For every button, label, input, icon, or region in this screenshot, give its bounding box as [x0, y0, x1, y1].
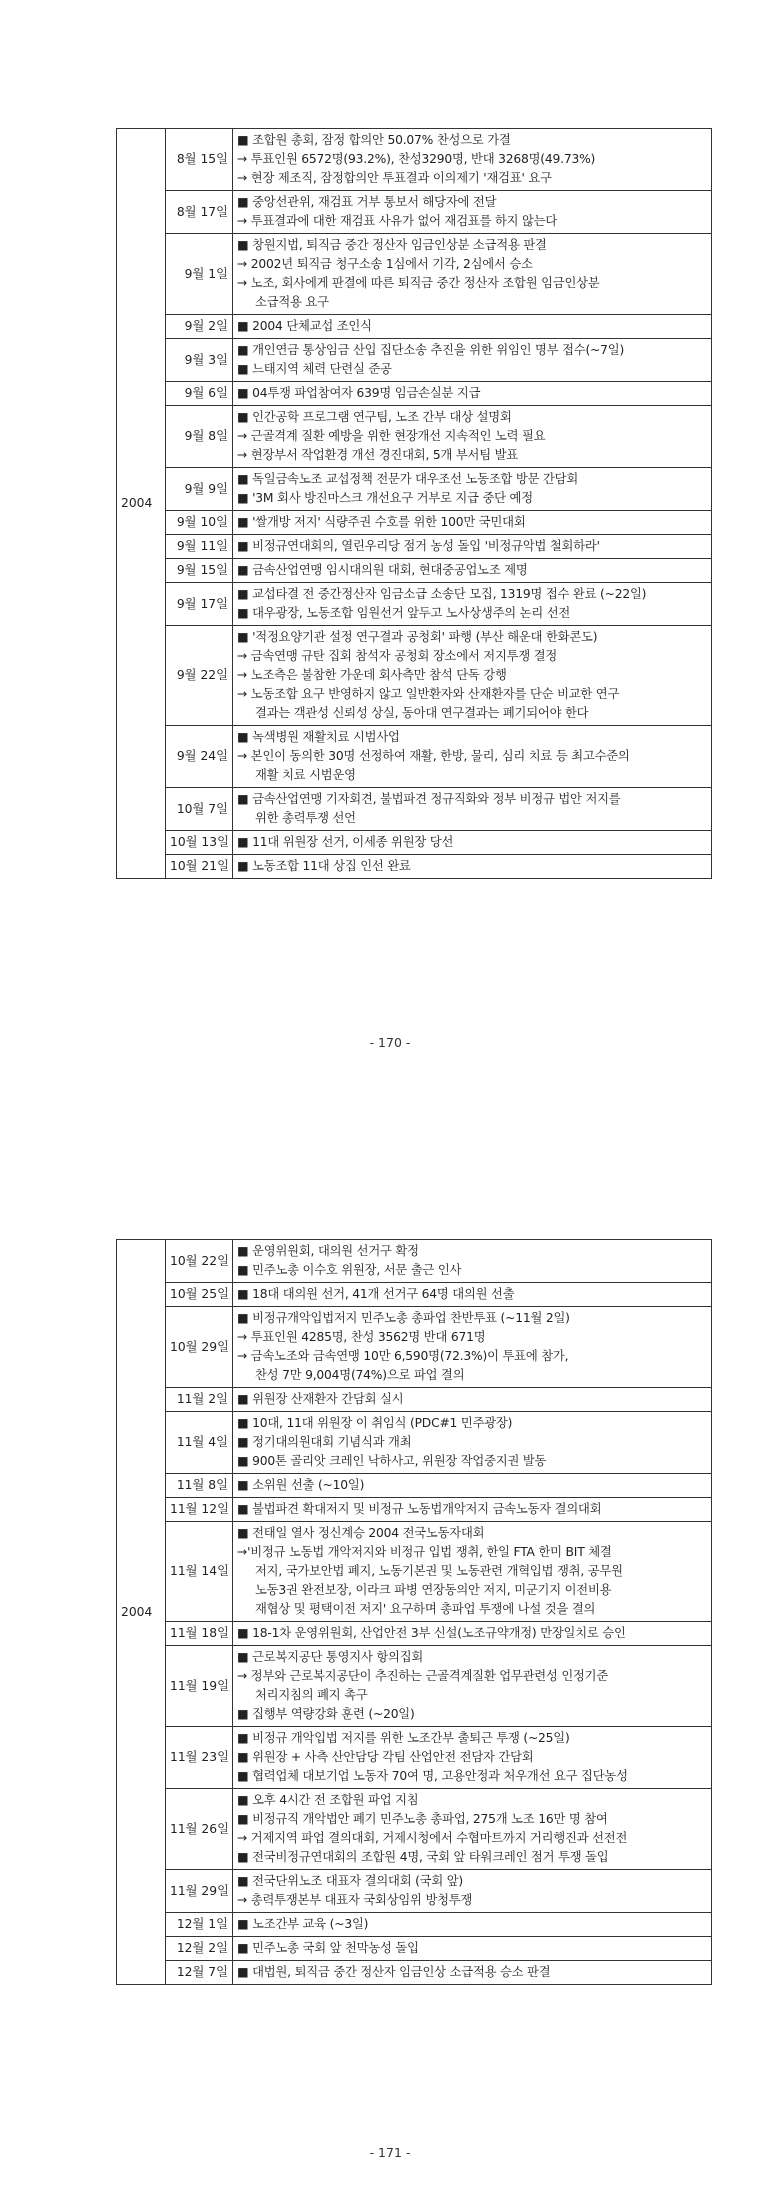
event-cell [233, 1283, 712, 1307]
timeline-row [117, 1240, 712, 1283]
event-line: ■ 11대 위원장 선거, 이세종 위원장 당선 [237, 835, 454, 849]
date-cell: 9월 2일 [166, 315, 233, 339]
year-cell: 2004 [117, 1240, 166, 1985]
year-cell: 2004 [117, 129, 166, 879]
event-line: 재활 치료 시범운영 [255, 768, 356, 782]
timeline-row [117, 315, 712, 339]
event-cell [233, 1474, 712, 1498]
timeline-row [117, 1646, 712, 1727]
date-cell: 11월 2일 [166, 1388, 233, 1412]
date-cell: 9월 24일 [166, 726, 233, 788]
event-line: 저지, 국가보안법 폐지, 노동기본권 및 노동관련 개혁입법 쟁취, 공무원 [255, 1564, 623, 1578]
event-line: ■ 대우광장, 노동조합 임원선거 앞두고 노사상생주의 논리 선전 [237, 606, 571, 620]
event-line: ■ 위원장 + 사측 산안담당 각팀 산업안전 전담자 간담회 [237, 1750, 534, 1764]
event-cell [233, 468, 712, 511]
event-line: → 노동조합 요구 반영하지 않고 일반환자와 산재환자를 단순 비교한 연구 [237, 687, 620, 701]
event-line: ■ 18-1차 운영위원회, 산업안전 3부 신설(노조규약개정) 만장일치로 승인 [237, 1626, 626, 1640]
event-line: → 금속노조와 금속연맹 10만 6,590명(72.3%)이 투표에 참가, [237, 1349, 569, 1363]
event-cell [233, 406, 712, 468]
event-line: 위한 총력투쟁 선언 [255, 811, 356, 825]
event-cell [233, 855, 712, 879]
event-line: ■ 느태지역 체력 단련실 준공 [237, 362, 392, 376]
timeline-table [116, 1239, 712, 1985]
timeline-row [117, 626, 712, 726]
event-cell [233, 191, 712, 234]
event-line: 찬성 7만 9,004명(74%)으로 파업 결의 [255, 1368, 465, 1382]
date-cell: 9월 22일 [166, 626, 233, 726]
event-cell [233, 583, 712, 626]
event-line: → 본인이 동의한 30명 선정하여 재활, 한방, 물리, 심리 치료 등 최고수준의 [237, 749, 630, 763]
date-cell: 10월 22일 [166, 1240, 233, 1283]
date-cell: 11월 14일 [166, 1522, 233, 1622]
timeline-row [117, 1622, 712, 1646]
date-cell: 10월 29일 [166, 1307, 233, 1388]
event-line: → 투표결과에 대한 재검표 사유가 없어 재검표를 하지 않는다 [237, 214, 558, 228]
event-line: ■ 오후 4시간 전 조합원 파업 지침 [237, 1793, 419, 1807]
event-line: ■ 비정규직 개악법안 폐기 민주노총 총파업, 275개 노조 16만 명 참여 [237, 1812, 608, 1826]
event-line: →'비정규 노동법 개악저지와 비정규 입법 쟁취, 한일 FTA 한미 BIT 체결 [237, 1545, 612, 1559]
event-line: ■ 녹색병원 재활치료 시범사업 [237, 730, 400, 744]
timeline-row [117, 1388, 712, 1412]
event-cell [233, 1522, 712, 1622]
event-line: ■ 인간공학 프로그램 연구팀, 노조 간부 대상 설명회 [237, 410, 512, 424]
timeline-row [117, 1474, 712, 1498]
event-line: → 투표인원 4285명, 찬성 3562명 반대 671명 [237, 1330, 486, 1344]
event-line: 재협상 및 평택이전 저지' 요구하며 총파업 투쟁에 나설 것을 결의 [255, 1602, 596, 1616]
date-cell: 11월 18일 [166, 1622, 233, 1646]
timeline-row [117, 1913, 712, 1937]
date-cell: 9월 1일 [166, 234, 233, 315]
event-cell [233, 1498, 712, 1522]
event-line: ■ 근로복지공단 통영지사 항의집회 [237, 1650, 424, 1664]
date-cell: 12월 1일 [166, 1913, 233, 1937]
date-cell: 10월 25일 [166, 1283, 233, 1307]
timeline-row [117, 468, 712, 511]
event-line: → 노조, 회사에게 판결에 따른 퇴직금 중간 정산자 조합원 임금인상분 [237, 276, 600, 290]
event-line: ■ 대법원, 퇴직금 중간 정산자 임금인상 소급적용 승소 판결 [237, 1965, 551, 1979]
event-line: ■ 900톤 골리앗 크레인 낙하사고, 위원장 작업중지권 발동 [237, 1454, 547, 1468]
event-line: ■ 노조간부 교육 (~3일) [237, 1917, 369, 1931]
event-line: ■ 창원지법, 퇴직금 중간 정산자 임금인상분 소급적용 판결 [237, 238, 547, 252]
timeline-row [117, 831, 712, 855]
event-line: ■ 정기대의원대회 기념식과 개최 [237, 1435, 412, 1449]
date-cell: 11월 4일 [166, 1412, 233, 1474]
timeline-table [116, 128, 712, 879]
event-cell [233, 1646, 712, 1727]
date-cell: 9월 11일 [166, 535, 233, 559]
event-cell [233, 726, 712, 788]
timeline-body [117, 1240, 712, 1985]
event-line: 처리지침의 폐지 촉구 [255, 1688, 368, 1702]
event-line: 소급적용 요구 [255, 295, 329, 309]
event-cell [233, 129, 712, 191]
event-cell [233, 1913, 712, 1937]
event-line: ■ '쌀개방 저지' 식량주권 수호를 위한 100만 국민대회 [237, 515, 526, 529]
event-line: ■ 민주노총 이수호 위원장, 서문 출근 인사 [237, 1263, 462, 1277]
event-cell [233, 1937, 712, 1961]
event-line: ■ 전국비정규연대회의 조합원 4명, 국회 앞 타워크레인 점거 투쟁 돌입 [237, 1850, 609, 1864]
event-line: → 현장부서 작업환경 개선 경진대회, 5개 부서팀 발표 [237, 448, 518, 462]
event-cell [233, 1240, 712, 1283]
event-cell [233, 1961, 712, 1985]
event-line: ■ 조합원 총회, 잠정 합의안 50.07% 찬성으로 가결 [237, 133, 511, 147]
date-cell: 9월 6일 [166, 382, 233, 406]
event-line: 결과는 객관성 신뢰성 상실, 동아대 연구결과는 폐기되어야 한다 [255, 706, 589, 720]
timeline-row [117, 535, 712, 559]
timeline-row [117, 559, 712, 583]
date-cell: 11월 12일 [166, 1498, 233, 1522]
timeline-row [117, 1937, 712, 1961]
event-cell [233, 1388, 712, 1412]
event-line: → 투표인원 6572명(93.2%), 찬성3290명, 반대 3268명(49.73%) [237, 152, 596, 166]
event-line: ■ 금속산업연맹 임시대의원 대회, 현대중공업노조 제명 [237, 563, 528, 577]
timeline-row [117, 1870, 712, 1913]
event-line: ■ 집행부 역량강화 훈련 (~20일) [237, 1707, 415, 1721]
event-line: ■ 04투쟁 파업참여자 639명 임금손실분 지급 [237, 386, 481, 400]
event-line: ■ 개인연금 통상임금 산입 집단소송 추진을 위한 위임인 명부 접수(~7일) [237, 343, 625, 357]
event-line: ■ 금속산업연맹 기자회견, 불법파견 정규직화와 정부 비정규 법안 저지를 [237, 792, 621, 806]
event-line: 노동3권 완전보장, 이라크 파병 연장동의안 저지, 미군기지 이전비용 [255, 1583, 612, 1597]
date-cell: 11월 19일 [166, 1646, 233, 1727]
event-line: → 금속연맹 규탄 집회 참석자 공청회 장소에서 저지투쟁 결정 [237, 649, 558, 663]
event-cell [233, 234, 712, 315]
date-cell: 12월 2일 [166, 1937, 233, 1961]
date-cell: 9월 3일 [166, 339, 233, 382]
date-cell: 11월 26일 [166, 1789, 233, 1870]
event-line: ■ 전태일 열사 정신계승 2004 전국노동자대회 [237, 1526, 485, 1540]
event-line: ■ 독일금속노조 교섭정책 전문가 대우조선 노동조합 방문 간담회 [237, 472, 579, 486]
event-line: ■ 노동조합 11대 상집 인선 완료 [237, 859, 411, 873]
event-cell [233, 559, 712, 583]
event-cell [233, 511, 712, 535]
event-cell [233, 1412, 712, 1474]
date-cell: 9월 15일 [166, 559, 233, 583]
event-line: → 거제지역 파업 결의대회, 거제시청에서 수협마트까지 거리행진과 선전전 [237, 1831, 628, 1845]
event-line: ■ '적정요양기관 설정 연구결과 공청회' 파행 (부산 해운대 한화콘도) [237, 630, 598, 644]
event-line: ■ 위원장 산재환자 간담회 실시 [237, 1392, 404, 1406]
timeline-row [117, 339, 712, 382]
timeline-body [117, 129, 712, 879]
event-line: → 노조측은 불참한 가운데 회사측만 참석 단독 강행 [237, 668, 507, 682]
date-cell: 9월 17일 [166, 583, 233, 626]
event-line: → 총력투쟁본부 대표자 국회상임위 방청투쟁 [237, 1893, 473, 1907]
event-line: ■ 불법파견 확대저지 및 비정규 노동법개악저지 금속노동자 결의대회 [237, 1502, 602, 1516]
event-cell [233, 1870, 712, 1913]
timeline-row [117, 129, 712, 191]
page-number: - 170 - [369, 1035, 411, 1050]
date-cell: 10월 7일 [166, 788, 233, 831]
event-line: ■ 협력업체 대보기업 노동자 70여 명, 고용안정과 처우개선 요구 집단농성 [237, 1769, 628, 1783]
date-cell: 10월 13일 [166, 831, 233, 855]
event-line: ■ 2004 단체교섭 조인식 [237, 319, 372, 333]
event-cell [233, 315, 712, 339]
event-line: ■ 교섭타결 전 중간정산자 임금소급 소송단 모집, 1319명 접수 완료 (~22일) [237, 587, 647, 601]
event-line: ■ 운영위원회, 대의원 선거구 확정 [237, 1244, 419, 1258]
timeline-row [117, 511, 712, 535]
event-cell [233, 1789, 712, 1870]
date-cell: 11월 23일 [166, 1727, 233, 1789]
timeline-row [117, 726, 712, 788]
event-line: ■ 중앙선관위, 재검표 거부 통보서 해당자에 전달 [237, 195, 497, 209]
event-cell [233, 626, 712, 726]
date-cell: 9월 10일 [166, 511, 233, 535]
event-line: ■ 전국단위노조 대표자 결의대회 (국회 앞) [237, 1874, 464, 1888]
event-line: ■ '3M 회사 방진마스크 개선요구 거부로 지급 중단 예정 [237, 491, 533, 505]
event-cell [233, 1622, 712, 1646]
timeline-row [117, 234, 712, 315]
timeline-row [117, 1727, 712, 1789]
event-line: → 2002년 퇴직금 청구소송 1심에서 기각, 2심에서 승소 [237, 257, 533, 271]
date-cell: 8월 17일 [166, 191, 233, 234]
event-line: → 근골격계 질환 예방을 위한 현장개선 지속적인 노력 필요 [237, 429, 546, 443]
timeline-row [117, 1498, 712, 1522]
date-cell: 12월 7일 [166, 1961, 233, 1985]
date-cell: 11월 8일 [166, 1474, 233, 1498]
event-cell [233, 1727, 712, 1789]
event-line: ■ 18대 대의원 선거, 41개 선거구 64명 대의원 선출 [237, 1287, 515, 1301]
event-cell [233, 535, 712, 559]
timeline-row [117, 1522, 712, 1622]
date-cell: 11월 29일 [166, 1870, 233, 1913]
timeline-row [117, 1789, 712, 1870]
timeline-row [117, 583, 712, 626]
page-171 [0, 1106, 780, 2212]
event-cell [233, 831, 712, 855]
date-cell: 9월 9일 [166, 468, 233, 511]
event-line: ■ 소위원 선출 (~10일) [237, 1478, 365, 1492]
event-line: ■ 비정규 개악입법 저지를 위한 노조간부 출퇴근 투쟁 (~25일) [237, 1731, 570, 1745]
event-cell [233, 339, 712, 382]
event-line: ■ 비정규연대회의, 열린우리당 점거 농성 돌입 '비정규악법 철회하라' [237, 539, 600, 553]
timeline-row [117, 855, 712, 879]
timeline-row [117, 1412, 712, 1474]
event-line: ■ 민주노총 국회 앞 천막농성 돌입 [237, 1941, 419, 1955]
date-cell: 9월 8일 [166, 406, 233, 468]
timeline-row [117, 1283, 712, 1307]
timeline-row [117, 191, 712, 234]
event-line: ■ 10대, 11대 위원장 이 취임식 (PDC#1 민주광장) [237, 1416, 513, 1430]
date-cell: 8월 15일 [166, 129, 233, 191]
event-cell [233, 1307, 712, 1388]
timeline-row [117, 788, 712, 831]
timeline-row [117, 1307, 712, 1388]
timeline-row [117, 406, 712, 468]
event-line: → 현장 제조직, 잠정합의안 투표결과 이의제기 '재검표' 요구 [237, 171, 552, 185]
event-cell [233, 382, 712, 406]
page-number: - 171 - [369, 2145, 411, 2160]
event-cell [233, 788, 712, 831]
event-line: → 정부와 근로복지공단이 추진하는 근골격계질환 업무관련성 인정기준 [237, 1669, 609, 1683]
event-line: ■ 비정규개악입법저지 민주노총 총파업 찬반투표 (~11월 2일) [237, 1311, 570, 1325]
timeline-row [117, 382, 712, 406]
date-cell: 10월 21일 [166, 855, 233, 879]
timeline-row [117, 1961, 712, 1985]
